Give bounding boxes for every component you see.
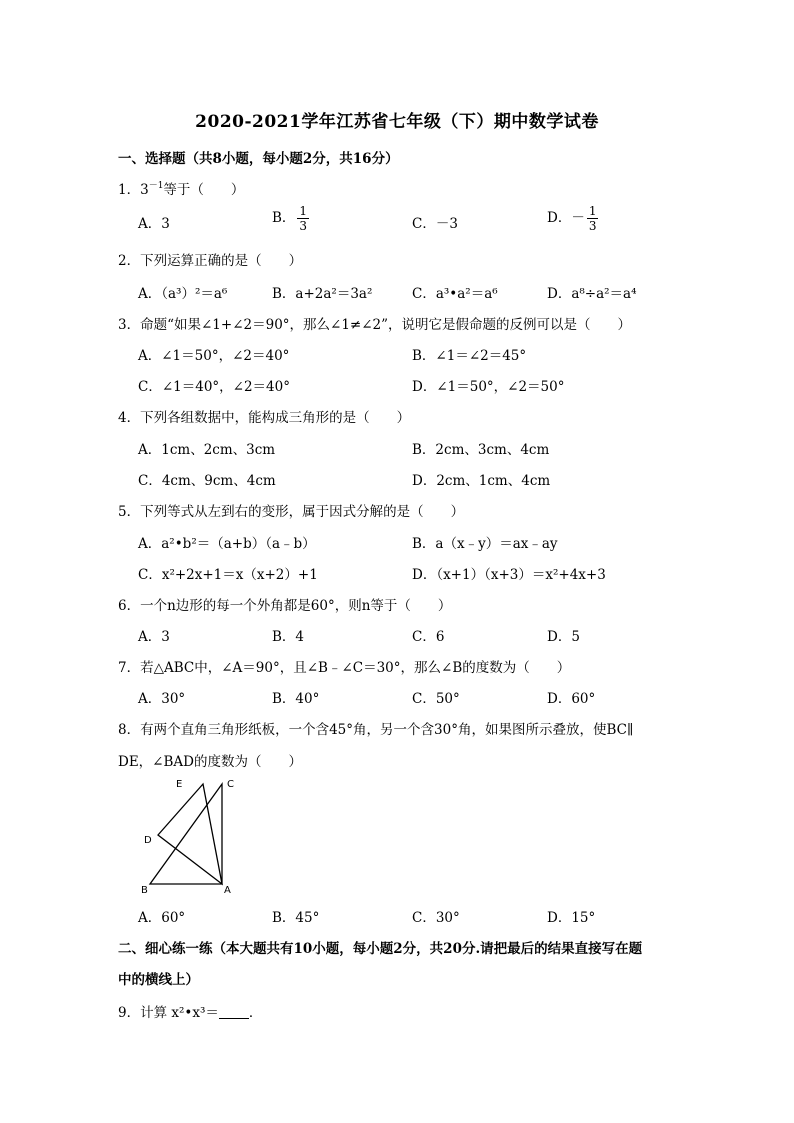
question-4-stem: 4．下列各组数据中，能构成三角形的是（ ） — [118, 410, 411, 426]
question-4-option-c: C．4cm、9cm、4cm — [138, 473, 276, 489]
question-8-stem-line-2: DE，∠BAD的度数为（ ） — [118, 754, 302, 770]
question-2-option-d: D．a⁸÷a²＝a⁴ — [547, 286, 637, 302]
question-6-option-c: C．6 — [412, 629, 445, 645]
question-8-option-d: D．15° — [547, 910, 596, 926]
label-e: E — [176, 779, 183, 790]
label-d: D — [144, 835, 152, 846]
section-heading-fill-line-2: 中的横线上） — [118, 972, 199, 988]
question-8-stem-line-1: 8．有两个直角三角形纸板，一个含45°角，另一个含30°角，如果图所示叠放，使BC∥ — [118, 722, 634, 738]
answer-blank[interactable] — [219, 1006, 249, 1019]
question-6-option-d: D．5 — [547, 629, 580, 645]
label-a: A — [224, 885, 231, 896]
question-7-option-a: A．30° — [138, 691, 186, 707]
question-1-option-a: A．3 — [138, 216, 170, 232]
question-5-stem: 5．下列等式从左到右的变形，属于因式分解的是（ ） — [118, 504, 465, 520]
question-3-option-b: B．∠1＝∠2＝45° — [412, 348, 527, 364]
question-5-option-c: C．x²+2x+1＝x（x+2）+1 — [138, 567, 318, 583]
question-1-option-c: C．－3 — [412, 216, 458, 232]
question-2-stem: 2．下列运算正确的是（ ） — [118, 253, 303, 269]
question-2-option-a: A．（a³）²＝a⁶ — [138, 286, 228, 302]
question-7-option-c: C．50° — [412, 691, 460, 707]
question-2-option-b: B．a+2a²＝3a² — [272, 286, 373, 302]
question-1-stem: 1．$3^{-1}$等于（ ） — [118, 181, 245, 198]
question-2-option-c: C．a³•a²＝a⁶ — [412, 286, 498, 302]
section-heading-fill-line-1: 二、细心练一练（本大题共有10小题，每小题2分，共20分.请把最后的结果直接写在题 — [118, 941, 643, 957]
question-4-option-d: D．2cm、1cm、4cm — [412, 473, 551, 489]
question-3-option-c: C．∠1＝40°，∠2＝40° — [138, 379, 290, 395]
question-3-option-a: A．∠1＝50°，∠2＝40° — [138, 348, 290, 364]
fraction: $\frac{1}{3}$ — [299, 204, 308, 233]
fraction: $\frac{1}{3}$ — [588, 204, 597, 233]
question-6-stem: 6．一个n边形的每一个外角都是60°，则n等于（ ） — [118, 598, 452, 614]
question-5-option-d: D．（x+1）（x+3）＝x²+4x+3 — [412, 567, 606, 583]
question-4-option-b: B．2cm、3cm、4cm — [412, 442, 550, 458]
question-8-option-a: A．60° — [138, 910, 186, 926]
question-6-option-a: A．3 — [138, 629, 170, 645]
question-5-option-b: B．a（x﹣y）＝ax﹣ay — [412, 536, 558, 552]
question-9-stem: 9．计算 x²•x³＝ ． — [118, 1005, 263, 1021]
question-5-option-a: A．a²•b²＝（a+b）（a﹣b） — [138, 536, 316, 552]
exam-title: 2020-2021学年江苏省七年级（下）期中数学试卷 — [195, 112, 599, 132]
section-heading-choice: 一、选择题（共8小题，每小题2分，共16分） — [118, 151, 399, 167]
question-8-option-b: B．45° — [272, 910, 320, 926]
label-b: B — [141, 885, 148, 896]
triangle-ade — [158, 784, 222, 884]
question-1-option-d: D．－ $\frac{1}{3}$ — [547, 204, 597, 233]
question-7-option-d: D．60° — [547, 691, 596, 707]
question-7-stem: 7．若△ABC中，∠A＝90°，且∠B﹣∠C＝30°，那么∠B的度数为（ ） — [118, 660, 571, 676]
question-3-stem: 3．命题“如果∠1+∠2＝90°，那么∠1≠∠2”，说明它是假命题的反例可以是（ ） — [118, 317, 632, 333]
triangle-abc — [150, 784, 222, 884]
question-7-option-b: B．40° — [272, 691, 320, 707]
question-1-option-b: B． $\frac{1}{3}$ — [272, 204, 308, 233]
label-c: C — [227, 779, 234, 790]
question-4-option-a: A．1cm、2cm、3cm — [138, 442, 276, 458]
question-8-triangle-figure — [136, 772, 246, 897]
question-6-option-b: B．4 — [272, 629, 305, 645]
question-8-option-c: C．30° — [412, 910, 460, 926]
question-3-option-d: D．∠1＝50°，∠2＝50° — [412, 379, 565, 395]
